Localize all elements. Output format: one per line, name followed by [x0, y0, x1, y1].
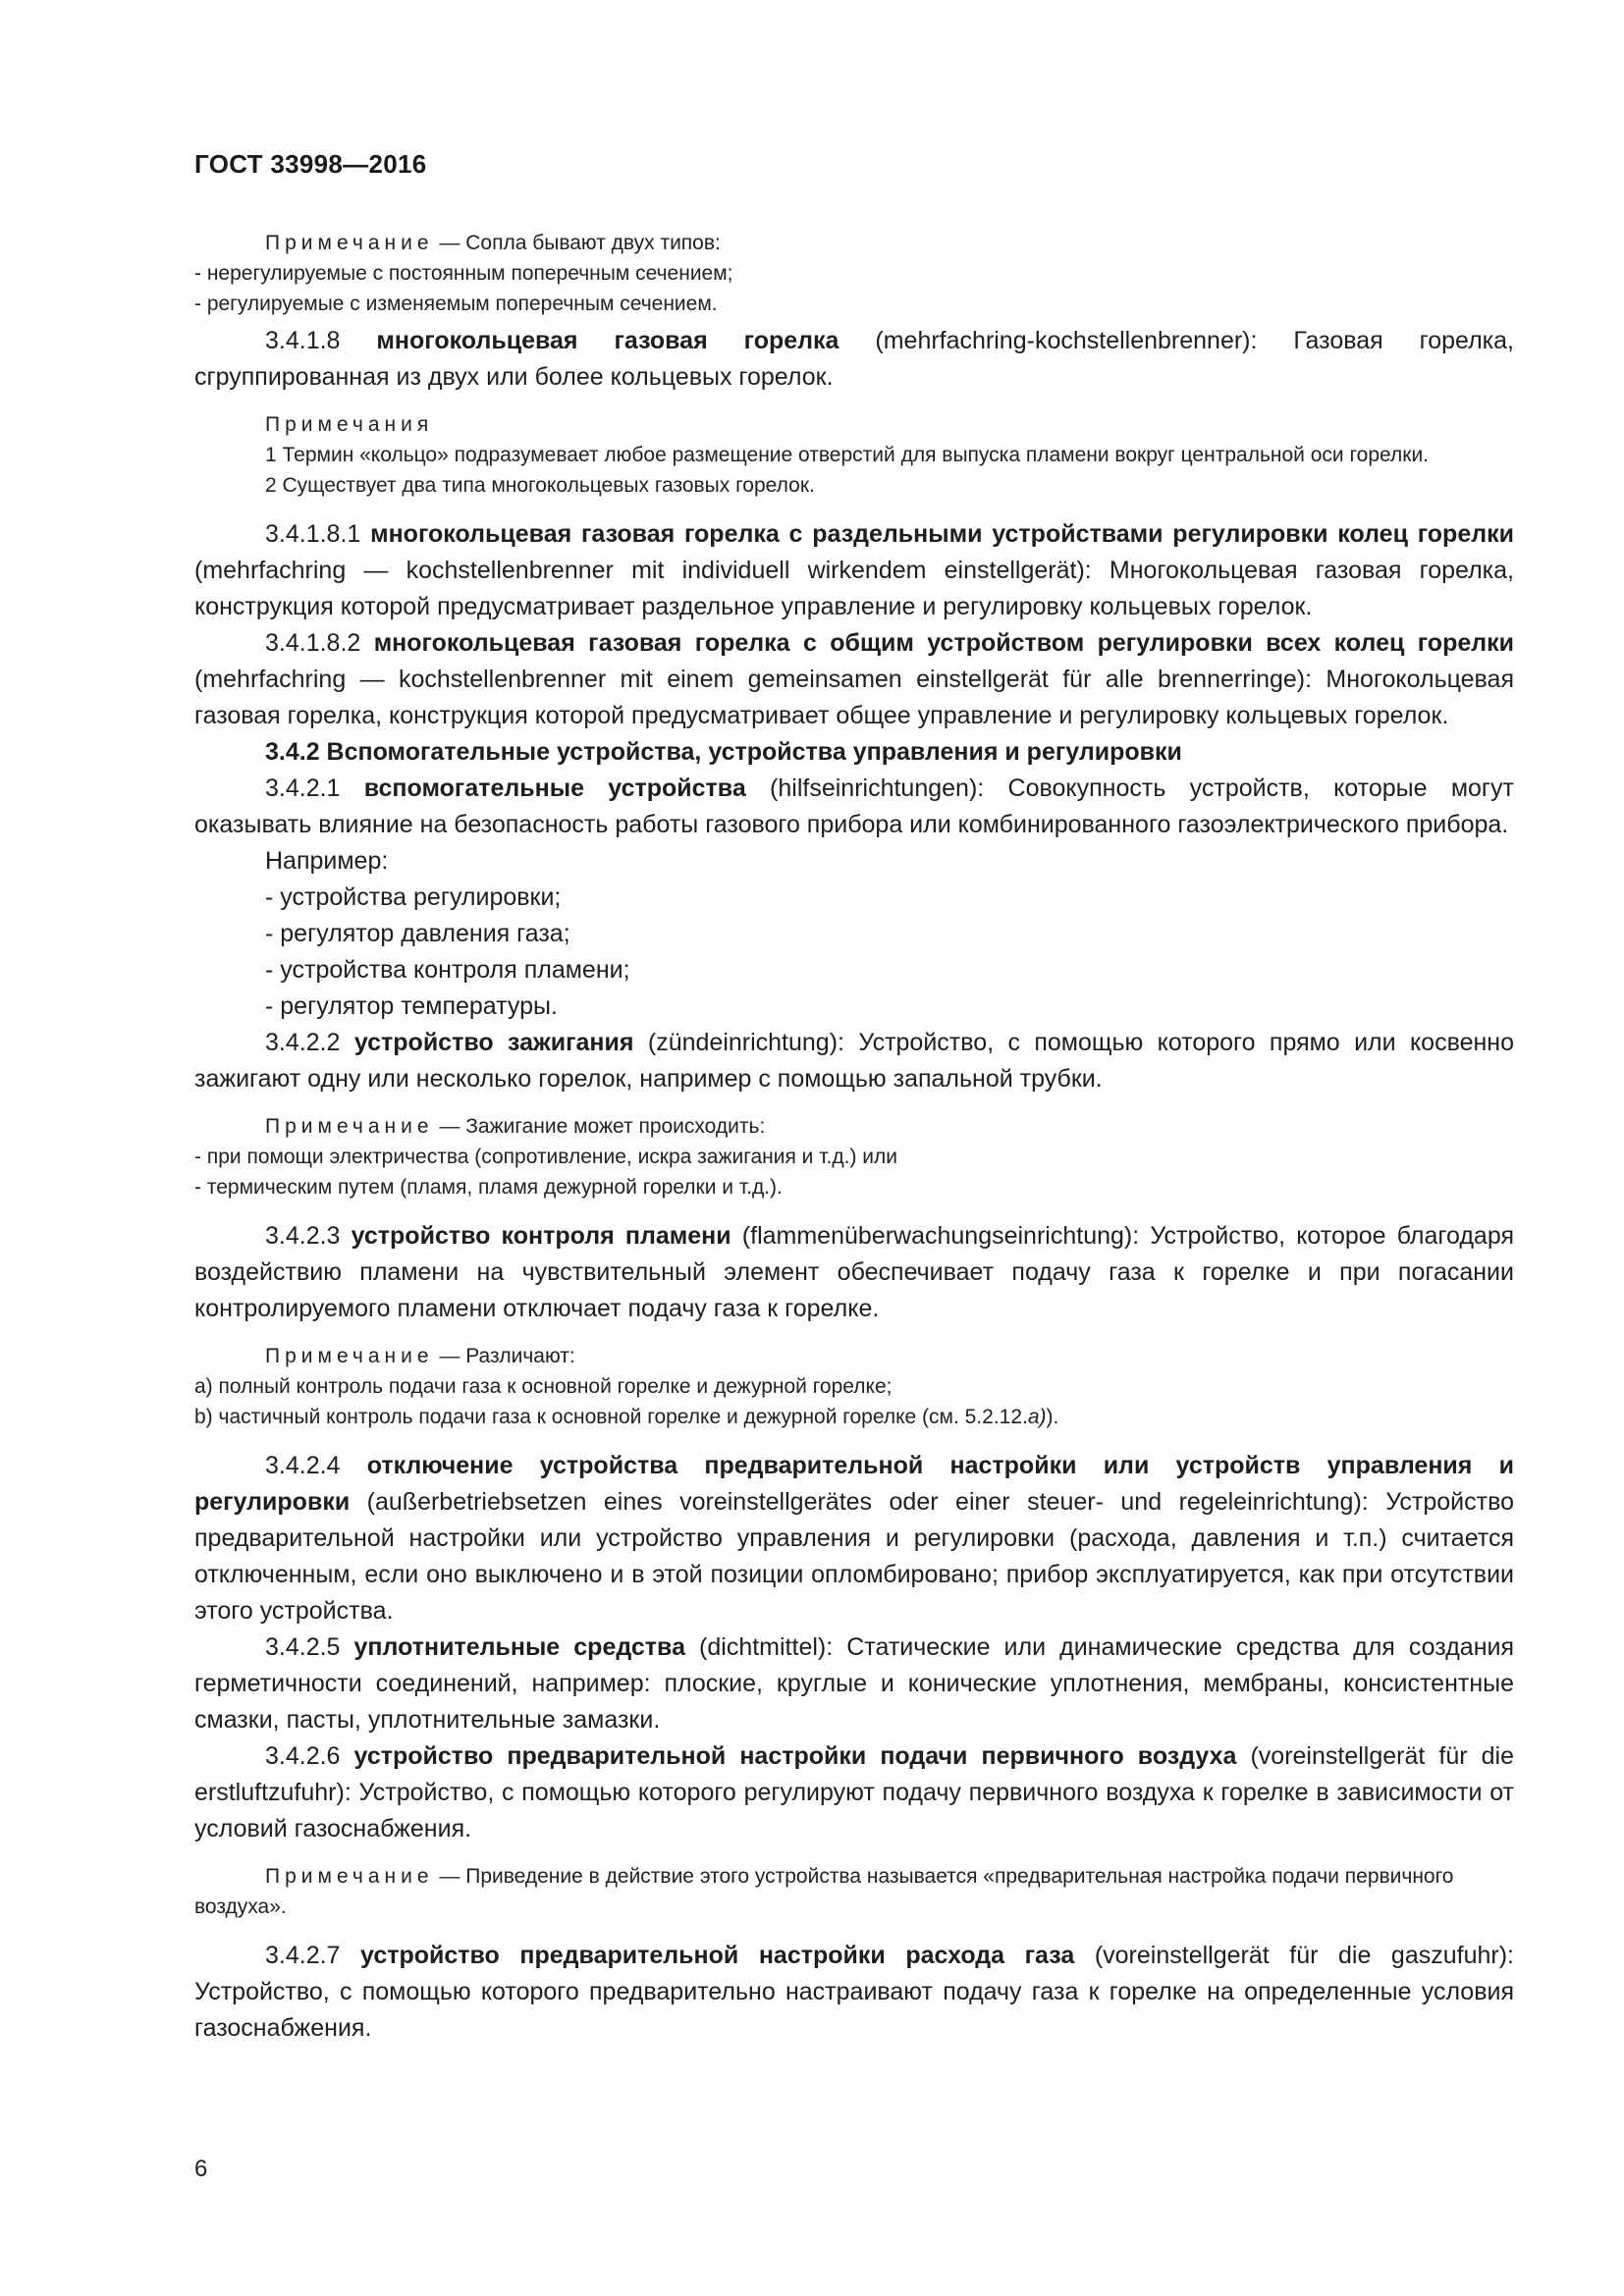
note-line-end: ).: [1046, 1406, 1059, 1428]
example-item: - регулятор температуры.: [265, 992, 558, 1020]
term-title: многокольцевая газовая горелка с раздельными устройствами регулировки колец горелки: [370, 520, 1514, 548]
note-label: Примечания: [265, 413, 434, 436]
term-3-4-2-7: [194, 1938, 1514, 2047]
term-3-4-1-8-2: [194, 625, 1514, 734]
note-line: 1 Термин «кольцо» подразумевает любое размещение отверстий для выпуска пламени вокруг центральной оси горелки.: [265, 444, 1430, 466]
term-definition: (dichtmittel): Статические или динамические средства для создания герметичности соединений, например: плоские, круглые и конические уплотнения, мембраны, консистентные смазки, пасты, уплотнительные замазки.: [194, 1633, 1515, 1734]
note-line: [194, 1402, 1514, 1432]
note-label: Примечание: [265, 232, 434, 254]
note-text: — Различают:: [433, 1345, 575, 1367]
term-definition: (voreinstellgerät für die erstluftzufuhr): Устройство, с помощью которого регулируют подачу первичного воздуха к горелке в зависимости от условий газоснабжения.: [194, 1742, 1515, 1842]
term-3-4-2-1: [194, 771, 1514, 1025]
term-number: 3.4.2.4: [265, 1452, 367, 1479]
example-item: - устройства контроля пламени;: [265, 956, 630, 984]
term-3-4-1-8: [194, 323, 1514, 396]
document-body: [194, 228, 1514, 2047]
page-number: 6: [194, 2156, 208, 2182]
term-definition: (mehrfachring-kochstellenbrenner): Газовая горелка, сгруппированная из двух или более кольцевых горелок.: [194, 327, 1514, 391]
note-line-ref: а): [1027, 1406, 1047, 1428]
term-title: многокольцевая газовая горелка с общим устройством регулировки всех колец горелки: [373, 629, 1515, 657]
note-label: Примечание: [265, 1865, 434, 1888]
term-3-4-2-4: [194, 1448, 1514, 1629]
note-label: Примечание: [265, 1345, 434, 1367]
note-line: 2 Существует два типа многокольцевых газовых горелок.: [265, 474, 815, 497]
term-number: 3.4.2.1: [265, 774, 364, 802]
term-title: отключение устройства предварительной настройки или устройств управления и регулировки: [194, 1452, 1514, 1516]
term-number: 3.4.2.2: [265, 1029, 354, 1056]
term-3-4-2-5: [194, 1629, 1514, 1738]
term-number: 3.4.1.8.2: [265, 629, 374, 657]
note-nozzle-types: [194, 228, 1514, 319]
term-title: вспомогательные устройства: [363, 774, 746, 802]
term-3-4-2-6: [194, 1738, 1514, 1847]
term-number: 3.4.2.3: [265, 1222, 352, 1250]
term-title: устройство предварительной настройки расхода газа: [360, 1942, 1075, 1969]
term-definition: (mehrfachring — kochstellenbrenner mit einem gemeinsamen einstellgerät für alle brennerringe): Многокольцевая газовая горелка, конструкция которой предусматривает общее управление и регулировку кольцевых горелок.: [194, 666, 1514, 729]
term-number: 3.4.2.7: [265, 1942, 361, 1969]
term-definition: (zündeinrichtung): Устройство, с помощью которого прямо или косвенно зажигают одну или несколько горелок, например с помощью запальной трубки.: [194, 1029, 1515, 1093]
note-ring-definition: [194, 409, 1514, 501]
example-item: - регулятор давления газа;: [265, 920, 570, 947]
term-definition: (hilfseinrichtungen): Совокупность устройств, которые могут оказывать влияние на безопасность работы газового прибора или комбинированного газоэлектрического прибора.: [194, 774, 1514, 838]
note-text: — Сопла бывают двух типов:: [433, 232, 721, 254]
note-label: Примечание: [265, 1115, 434, 1138]
section-3-4-2: [194, 734, 1514, 771]
term-definition: (voreinstellgerät für die gaszufuhr): Устройство, с помощью которого предварительно настраивают подачу газа к горелке на определенные условия газоснабжения.: [194, 1942, 1514, 2042]
example-label: Например:: [265, 847, 389, 875]
note-line: - при помощи электричества (сопротивление, искра зажигания и т.д.) или: [194, 1146, 897, 1168]
note-line: - регулируемые с изменяемым поперечным сечением.: [194, 293, 718, 315]
term-title: уплотнительные средства: [353, 1633, 685, 1661]
note-ignition: [194, 1111, 1514, 1202]
note-text: — Зажигание может происходить:: [433, 1115, 766, 1138]
note-primary-air: [194, 1861, 1514, 1922]
note-line-text: b) частичный контроль подачи газа к основной горелке и дежурной горелке (см. 5.2.12.: [194, 1406, 1028, 1428]
term-number: 3.4.2.5: [265, 1633, 354, 1661]
term-title: многокольцевая газовая горелка: [376, 327, 839, 354]
note-line: - нерегулируемые с постоянным поперечным сечением;: [194, 262, 733, 285]
term-3-4-1-8-1: [194, 516, 1514, 625]
document-header: ГОСТ 33998—2016: [194, 149, 427, 179]
term-number: 3.4.1.8: [265, 327, 377, 354]
term-3-4-2-3: [194, 1218, 1514, 1327]
note-text: — Приведение в действие этого устройства называется «предварительная настройка подачи первичного воздуха».: [194, 1865, 1454, 1918]
term-definition: (flammenüberwachungseinrichtung): Устройство, которое благодаря воздействию пламени на чувствительный элемент обеспечивает подачу газа к горелке и при погасании контролируемого пламени отключает подачу газа к горелке.: [194, 1222, 1514, 1322]
term-number: 3.4.1.8.1: [265, 520, 371, 548]
term-3-4-2-2: [194, 1025, 1514, 1097]
term-title: устройство предварительной настройки подачи первичного воздуха: [353, 1742, 1237, 1770]
example-item: - устройства регулировки;: [265, 883, 562, 911]
note-flame-control: [194, 1341, 1514, 1432]
term-definition: (außerbetriebsetzen eines voreinstellgerätes oder einer steuer- und regeleinrichtung): Устройство предварительной настройки или устройство управления и регулировки (расхода, давления и т.п.) считается отключенным, если оно выключено и в этой позиции опломбировано; прибор эксплуатируется, как при отсутствии этого устройства.: [194, 1488, 1514, 1625]
note-line: - термическим путем (пламя, пламя дежурной горелки и т.д.).: [194, 1176, 783, 1199]
section-title: 3.4.2 Вспомогательные устройства, устройства управления и регулировки: [265, 738, 1182, 766]
term-number: 3.4.2.6: [265, 1742, 354, 1770]
term-title: устройство зажигания: [353, 1029, 634, 1056]
term-title: устройство контроля пламени: [351, 1222, 731, 1250]
note-line: a) полный контроль подачи газа к основной горелке и дежурной горелке;: [194, 1375, 893, 1398]
term-definition: (mehrfachring — kochstellenbrenner mit individuell wirkendem einstellgerät): Многокольцевая газовая горелка, конструкция которой предусматривает раздельное управление и регулировку кольцевых горелок.: [194, 557, 1514, 620]
